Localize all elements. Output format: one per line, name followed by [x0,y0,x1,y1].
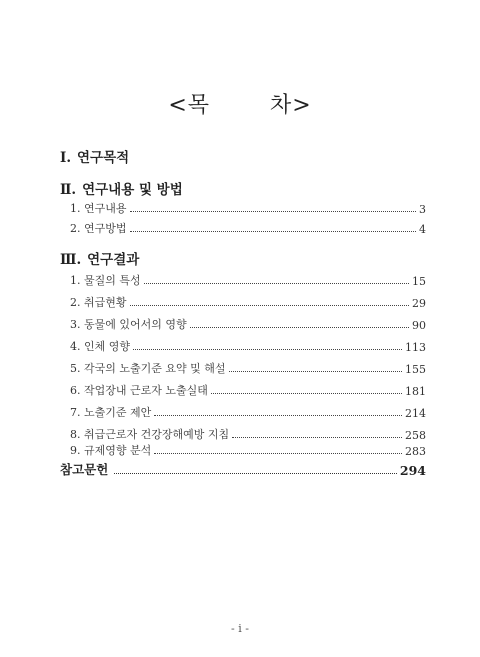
section-heading-3[interactable] [60,248,139,268]
toc-entry-label: 2. 취급현황 [70,296,127,309]
toc-entry[interactable] [70,402,426,420]
dot-leader [114,472,397,474]
toc-entry-page: 113 [405,341,426,354]
toc-entry[interactable] [70,314,426,332]
dot-leader [211,392,402,394]
toc-entry-label: 4. 인체 영향 [70,340,130,353]
dot-leader [229,370,403,372]
dot-leader [190,326,409,328]
toc-entry-page: 155 [405,363,426,376]
toc-entry-label: 9. 규제영향 분석 [70,444,152,457]
toc-entry-label: 6. 작업장내 근로자 노출실태 [70,384,208,397]
title-left: <목 [168,93,210,118]
dot-leader [130,304,410,306]
dot-leader [133,348,402,350]
toc-entry-page: 181 [405,385,426,398]
references-page: 294 [399,463,426,478]
toc-entry[interactable] [70,358,426,376]
dot-leader [130,230,417,232]
page-title [0,88,480,119]
section-heading-2[interactable] [60,178,183,198]
dot-leader [130,210,417,212]
section-heading-1[interactable] [60,146,129,166]
section-number: Ⅰ. [60,150,72,166]
section-label: 연구내용 및 방법 [82,182,183,198]
toc-entry-label: 1. 연구내용 [70,202,127,215]
section-number: Ⅱ. [60,182,77,198]
references-entry[interactable] [60,460,426,478]
toc-entry-page: 29 [412,297,426,310]
toc-entry-label: 7. 노출기준 제안 [70,406,152,419]
dot-leader [144,282,409,284]
section-label: 연구목적 [77,150,130,166]
section-label: 연구결과 [87,252,140,268]
toc-entry[interactable] [70,336,426,354]
dot-leader [154,452,402,454]
toc-entry-page: 214 [405,407,426,420]
toc-entry-page: 3 [419,203,426,216]
toc-entry[interactable] [70,270,426,288]
page-number-footer: - i - [231,622,249,635]
toc-entry-page: 4 [419,223,426,236]
toc-entry-label: 5. 각국의 노출기준 요약 및 해설 [70,362,226,375]
toc-entry-label: 3. 동물에 있어서의 영향 [70,318,187,331]
toc-entry-label: 2. 연구방법 [70,222,127,235]
toc-entry[interactable] [70,380,426,398]
toc-entry-page: 90 [412,319,426,332]
toc-entry[interactable] [70,218,426,236]
toc-entry[interactable] [70,440,426,458]
toc-entry[interactable] [70,198,426,216]
toc-entry-page: 283 [405,445,426,458]
toc-entry-page: 258 [405,429,426,442]
toc-entry-label: 8. 취급근로자 건강장해예방 지침 [70,428,230,441]
toc-entry-label: 1. 물질의 특성 [70,274,141,287]
toc-entry-page: 15 [412,275,426,288]
section-number: Ⅲ. [60,252,82,268]
dot-leader [154,414,402,416]
dot-leader [232,436,402,438]
title-right: 차> [270,93,312,118]
toc-entry[interactable] [70,292,426,310]
references-label: 참고문헌 [60,462,109,477]
